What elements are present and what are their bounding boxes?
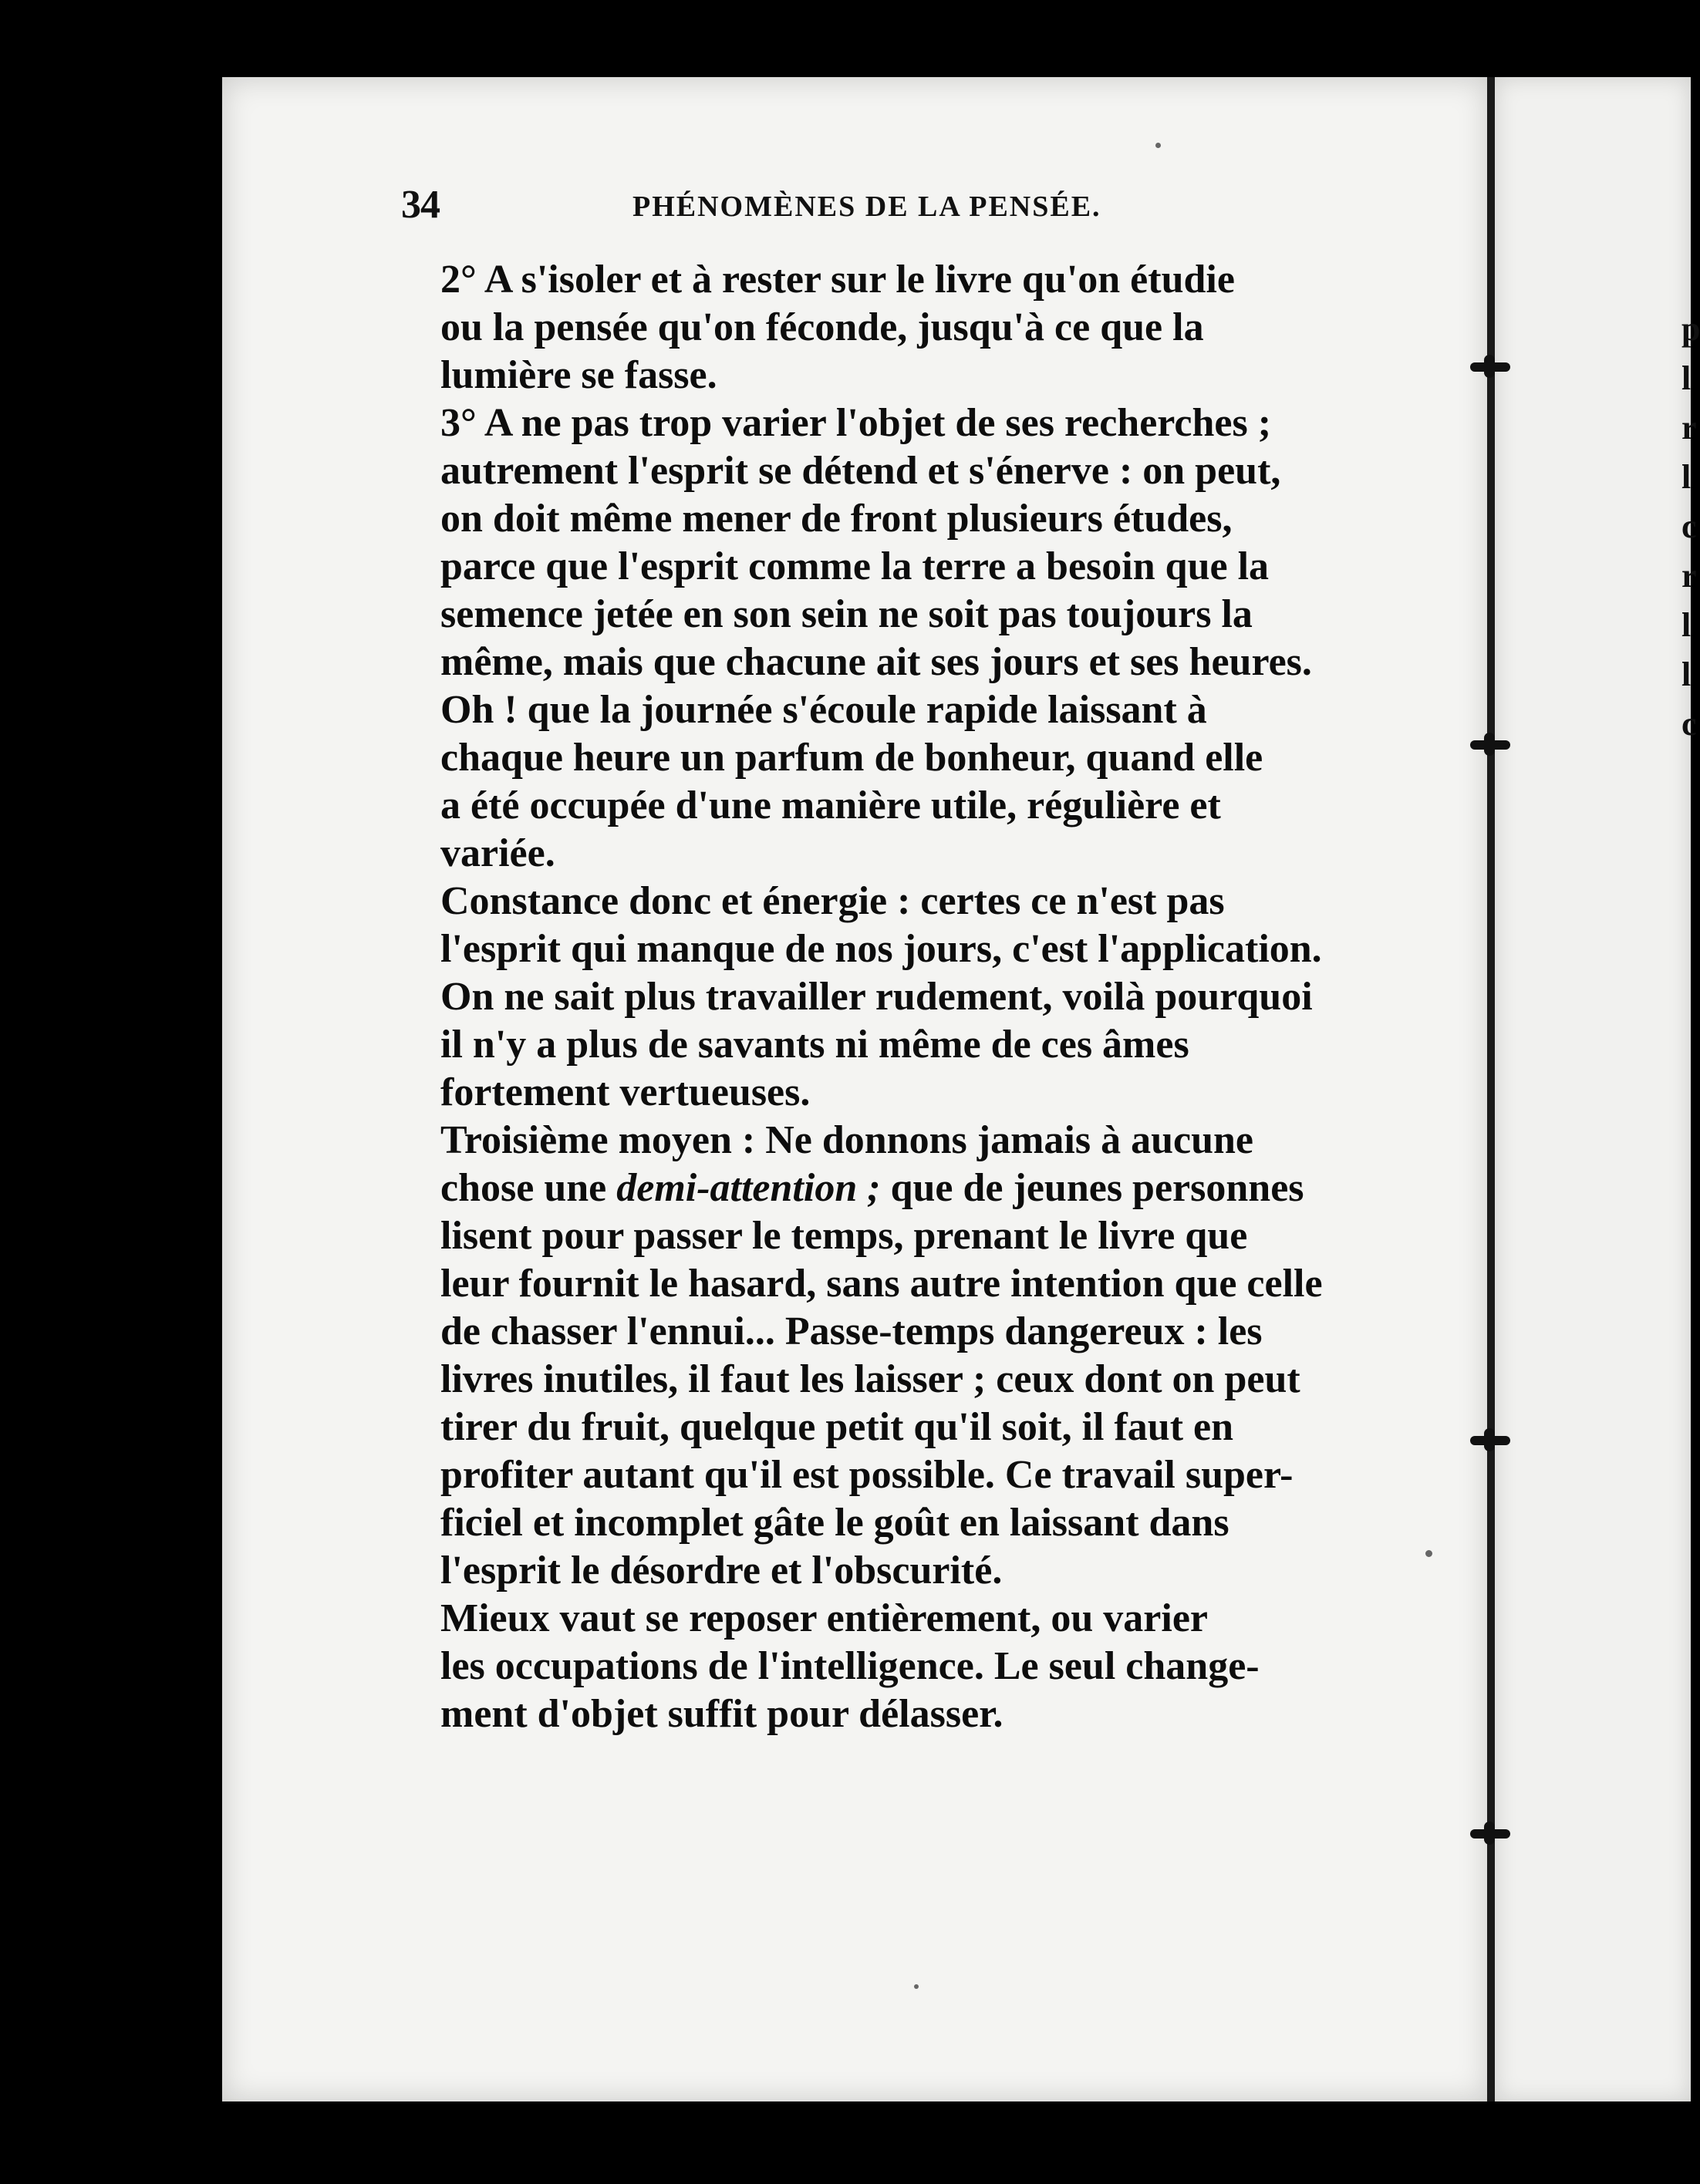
body-paragraph <box>397 1595 1331 1738</box>
text-line: ment d'objet suffit pour délasser. <box>440 1692 1003 1736</box>
binding-stitch <box>1470 1436 1510 1445</box>
paper-speck <box>1425 1550 1432 1557</box>
text-line: leur fournit le hasard, sans autre intention que celle <box>440 1262 1323 1306</box>
body-paragraph <box>397 1117 1331 1595</box>
text-line: on doit même mener de front plusieurs études, <box>440 497 1233 541</box>
text-line: Constance donc et énergie : certes ce n'est pas <box>440 879 1225 923</box>
text-line: chaque heure un parfum de bonheur, quand elle <box>440 736 1263 780</box>
text-line-with-emphasis: chose une demi-attention ; que de jeunes personnes <box>440 1166 1304 1210</box>
running-head: PHÉNOMÈNES DE LA PENSÉE. <box>632 190 1101 223</box>
page-body-text <box>397 256 1331 1738</box>
text-line: ficiel et incomplet gâte le goût en laissant dans <box>440 1501 1229 1545</box>
binding-stitch <box>1470 740 1510 750</box>
text-line: lumière se fasse. <box>440 353 717 397</box>
italic-phrase: demi-attention ; <box>616 1166 881 1210</box>
paper-speck <box>1155 143 1161 148</box>
right-book-page-fragment <box>1495 77 1691 2101</box>
body-paragraph <box>397 878 1331 1117</box>
text-line: 3° A ne pas trop varier l'objet de ses recherches ; <box>440 401 1272 445</box>
edge-character: l <box>1681 656 1692 693</box>
text-line: profiter autant qu'il est possible. Ce travail super- <box>440 1453 1294 1497</box>
page-header <box>401 182 1334 236</box>
edge-character: l <box>1681 359 1692 397</box>
text-line: 2° A s'isoler et à rester sur le livre qu'on étudie <box>440 258 1235 302</box>
text-line: Mieux vaut se reposer entièrement, ou varier <box>440 1596 1208 1640</box>
page-number: 34 <box>401 183 440 227</box>
text-line: autrement l'esprit se détend et s'énerve : on peut, <box>440 449 1281 493</box>
binding-stitch <box>1470 1829 1510 1839</box>
book-gutter <box>1487 77 1495 2101</box>
edge-character: l <box>1681 606 1692 644</box>
edge-character: c <box>1681 705 1697 743</box>
text-line: a été occupée d'une manière utile, régulière et <box>440 784 1221 827</box>
edge-character: l <box>1681 458 1692 496</box>
text-line: semence jetée en son sein ne soit pas toujours la <box>440 592 1253 636</box>
text-line: fortement vertueuses. <box>440 1070 811 1114</box>
text-line: de chasser l'ennui... Passe-temps dangereux : les <box>440 1309 1263 1353</box>
text-line: les occupations de l'intelligence. Le seul change- <box>440 1644 1260 1688</box>
text-line: tirer du fruit, quelque petit qu'il soit, il faut en <box>440 1405 1234 1449</box>
text-line: même, mais que chacune ait ses jours et ses heures. <box>440 640 1312 684</box>
text-line: variée. <box>440 831 555 875</box>
text-line: l'esprit le désordre et l'obscurité. <box>440 1549 1003 1592</box>
edge-character: r <box>1681 409 1697 447</box>
facing-page-text-edge <box>1681 305 1700 749</box>
text-line: l'esprit qui manque de nos jours, c'est l'application. <box>440 927 1322 971</box>
binding-stitch <box>1470 362 1510 372</box>
text-line: lisent pour passer le temps, prenant le livre que <box>440 1214 1248 1258</box>
text-line: il n'y a plus de savants ni même de ces âmes <box>440 1023 1189 1067</box>
text-line: Oh ! que la journée s'écoule rapide laissant à <box>440 688 1207 732</box>
text-line: On ne sait plus travailler rudement, voilà pourquoi <box>440 975 1313 1019</box>
text-line: ou la pensée qu'on féconde, jusqu'à ce que la <box>440 305 1204 349</box>
paper-speck <box>914 1984 919 1989</box>
edge-character: r <box>1681 557 1697 595</box>
edge-character: c <box>1681 507 1697 545</box>
body-paragraph <box>397 399 1331 878</box>
text-line: Troisième moyen : Ne donnons jamais à aucune <box>440 1118 1253 1162</box>
text-line: livres inutiles, il faut les laisser ; ceux dont on peut <box>440 1357 1300 1401</box>
text-line: parce que l'esprit comme la terre a besoin que la <box>440 544 1270 588</box>
body-paragraph <box>397 256 1331 399</box>
edge-character: p <box>1681 310 1700 348</box>
